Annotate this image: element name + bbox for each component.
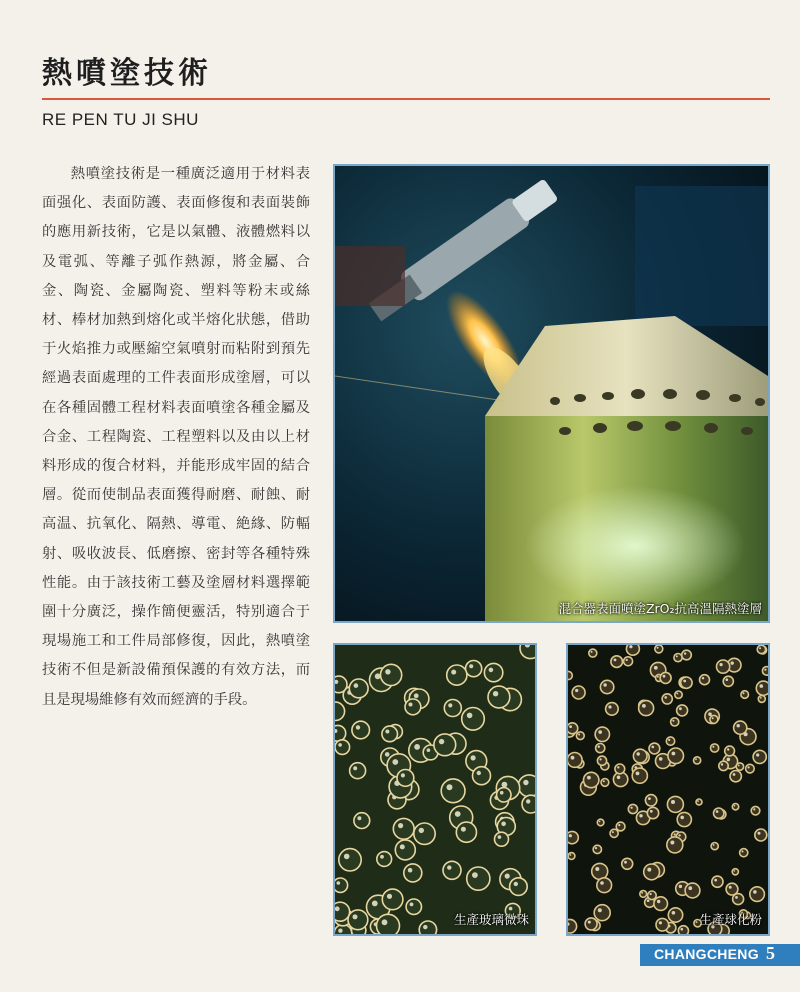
particle (626, 645, 639, 655)
particle-highlight (514, 882, 518, 886)
particle-highlight (617, 766, 619, 768)
particle-highlight (760, 697, 762, 699)
particle (668, 748, 684, 764)
particle (648, 891, 657, 900)
particle-highlight (414, 693, 419, 698)
particle-highlight (674, 833, 676, 835)
particle (711, 744, 719, 752)
particle (352, 721, 370, 739)
particle-highlight (502, 782, 508, 788)
particle (615, 764, 625, 774)
particle-highlight (626, 659, 628, 661)
particle (596, 744, 605, 753)
spheroidized-powder-illustration (568, 645, 768, 934)
particle (640, 891, 647, 898)
particle (736, 763, 743, 770)
particle (597, 756, 606, 765)
particle-highlight (598, 746, 600, 748)
particle (611, 656, 623, 668)
particle-highlight (758, 832, 761, 835)
particle (594, 905, 610, 921)
particle-highlight (344, 854, 350, 860)
particle-highlight (659, 757, 663, 761)
particle-highlight (637, 752, 640, 755)
particle-highlight (398, 823, 403, 828)
particle-highlight (409, 703, 413, 707)
particle (741, 691, 749, 699)
particle-highlight (759, 647, 761, 649)
glass-microbeads-photo (333, 643, 537, 936)
particle (467, 867, 490, 890)
particle-highlight (676, 693, 678, 695)
particle-highlight (734, 870, 736, 872)
particle-highlight (713, 844, 715, 846)
particle-highlight (372, 901, 378, 907)
particle-highlight (501, 822, 506, 827)
particle-highlight (600, 881, 604, 885)
particle-highlight (500, 791, 504, 795)
particle (656, 918, 669, 931)
particle (712, 876, 723, 887)
particle (495, 832, 509, 846)
particle (675, 691, 682, 698)
particle (714, 808, 724, 818)
particle (585, 918, 597, 930)
particle-highlight (570, 854, 572, 856)
particle (694, 757, 701, 764)
glass-microbeads-illustration (335, 645, 535, 934)
particle (610, 829, 618, 837)
particle-highlight (712, 717, 714, 719)
particle-highlight (477, 771, 481, 775)
particle-highlight (721, 763, 723, 765)
particle-highlight (467, 713, 473, 719)
particle-highlight (652, 746, 655, 749)
particle-highlight (599, 821, 601, 823)
particle (473, 767, 491, 785)
particle-highlight (335, 906, 340, 911)
particle-highlight (753, 808, 755, 810)
particle (393, 818, 414, 839)
particle (335, 740, 350, 755)
particle-highlight (353, 914, 358, 919)
particle-highlight (647, 899, 650, 902)
particle-highlight (526, 799, 530, 803)
particle (677, 705, 688, 716)
particle-highlight (734, 805, 736, 807)
particle-highlight (400, 844, 405, 849)
particle (518, 775, 535, 797)
particle (335, 902, 350, 921)
particle (584, 772, 599, 787)
particle (484, 663, 502, 681)
particle-highlight (493, 691, 498, 696)
particle (711, 843, 718, 850)
particle-highlight (648, 797, 651, 800)
particle (572, 686, 585, 699)
particle (441, 779, 465, 803)
particle-highlight (356, 725, 360, 729)
particle-highlight (672, 911, 676, 915)
particle (568, 753, 582, 768)
particle (674, 654, 682, 662)
particle-highlight (505, 874, 510, 879)
particle (730, 771, 741, 782)
particle (732, 804, 738, 810)
particle (757, 645, 765, 653)
particle (654, 897, 668, 911)
particle (466, 661, 482, 677)
particle-highlight (756, 753, 759, 756)
particle-highlight (641, 892, 643, 894)
main-photo-caption: 混合器表面噴塗ZrO₂抗高溫隔熱塗層 (558, 601, 762, 616)
particle-highlight (672, 720, 674, 722)
glass-photo-caption: 生產玻璃微珠 (453, 912, 529, 927)
particle (755, 829, 767, 841)
particle-highlight (598, 730, 602, 734)
particle (645, 795, 656, 806)
particle-highlight (726, 678, 729, 681)
particle (639, 701, 654, 716)
particle (354, 813, 370, 829)
particle-highlight (595, 867, 599, 871)
particle-highlight (354, 683, 359, 688)
particle (667, 796, 683, 812)
particle-highlight (657, 647, 659, 649)
particle (597, 878, 612, 893)
page-number: 5 (766, 943, 775, 963)
particle (462, 708, 485, 731)
particle (397, 770, 414, 787)
particle (710, 715, 718, 723)
particle (649, 743, 660, 754)
particle-highlight (684, 652, 686, 654)
particle-highlight (639, 814, 642, 817)
particle-highlight (595, 847, 597, 849)
particle-highlight (423, 925, 427, 929)
particle (339, 849, 361, 871)
particle (335, 725, 346, 741)
particle-highlight (731, 661, 734, 664)
particle-highlight (680, 816, 684, 820)
particle (406, 899, 421, 914)
body-paragraph-text: 熱噴塗技術是一種廣泛適用于材料表面强化、表面防護、表面修復和表面裝飾的應用新技術，它是以氣體、液體燃料以及電弧、等離子弧作熱源，將金屬、合金、陶瓷、金屬陶瓷、塑料等粉末或絲材、棒材加熱到熔化或半熔化狀態，借助于火焰推力或壓縮空氣噴射而粘附到預先經過表面處理的工件表面形成塗層，可以在各種固體工程材料表面噴塗各種金屬及合金、工程陶瓷、工程塑料以及由以上材料形成的復合材料，并能形成牢固的結合層。從而使制品表面獲得耐磨、耐蝕、耐高温、抗氧化、隔熱、導電、絶緣、防輻射、吸收波長、低磨擦、密封等各種特殊性能。由于該技術工藝及塗層材料選擇範圍十分廣泛，操作簡便靈活，特别適合于現場施工和工件局部修復，因此，熱噴塗技術不但是新設備預保護的有效方法，而且是現場維修有效而經濟的手段。 (42, 166, 310, 708)
particle (434, 734, 456, 756)
particle (349, 679, 368, 698)
particle-highlight (451, 670, 456, 675)
particle-highlight (523, 780, 528, 785)
particle (647, 807, 658, 818)
particle (681, 677, 692, 688)
particle (666, 737, 674, 745)
particle (593, 845, 601, 853)
particle-highlight (569, 725, 572, 728)
particle (682, 650, 692, 660)
particle (762, 667, 768, 676)
particle (758, 695, 765, 702)
particle-highlight (702, 677, 704, 679)
particle-highlight (338, 929, 342, 933)
particle (443, 861, 461, 879)
particle (746, 764, 755, 773)
particle-highlight (714, 879, 717, 882)
particle-highlight (679, 885, 682, 888)
particle-highlight (670, 841, 674, 845)
particle-highlight (337, 881, 341, 885)
particle-highlight (720, 663, 723, 666)
particle-highlight (743, 692, 745, 694)
particle-highlight (357, 816, 361, 820)
particle (740, 849, 748, 857)
particle-highlight (753, 890, 757, 894)
particle (601, 779, 609, 787)
particle (624, 657, 633, 666)
particle (756, 681, 768, 695)
particle (733, 894, 744, 905)
particle-highlight (427, 748, 431, 752)
particle-highlight (696, 921, 698, 923)
particle-highlight (629, 645, 632, 648)
particle (700, 675, 710, 685)
particle (568, 671, 572, 679)
particle-highlight (672, 752, 676, 756)
particle-highlight (678, 834, 680, 836)
particle-highlight (716, 810, 719, 813)
particle-highlight (650, 893, 652, 895)
particle-highlight (603, 683, 606, 686)
particle-highlight (575, 689, 578, 692)
particle-highlight (671, 800, 675, 804)
particle-highlight (679, 707, 682, 710)
particle-highlight (461, 827, 466, 832)
particle-highlight (663, 675, 666, 678)
particle-highlight (697, 800, 699, 802)
particle-highlight (737, 724, 740, 727)
particle-highlight (712, 746, 714, 748)
particle (414, 823, 435, 844)
particle (404, 864, 422, 882)
particle-highlight (447, 784, 453, 790)
particle-highlight (439, 739, 444, 744)
page-subtitle: RE PEN TU JI SHU (42, 110, 199, 129)
particle-highlight (380, 855, 384, 859)
particle (377, 852, 392, 867)
particle (589, 649, 597, 657)
particle (628, 804, 637, 813)
particle-highlight (654, 666, 658, 670)
particle-highlight (657, 676, 659, 678)
particle-highlight (410, 903, 414, 907)
particle-highlight (353, 766, 357, 770)
particle-highlight (591, 651, 593, 653)
particle-highlight (382, 919, 388, 925)
particle (568, 853, 575, 860)
particle-highlight (571, 756, 575, 760)
particle-highlight (727, 748, 729, 750)
particle-highlight (471, 755, 476, 760)
particle-highlight (659, 921, 662, 924)
particle-highlight (498, 835, 502, 839)
particle-highlight (729, 886, 732, 889)
particle-highlight (742, 851, 744, 853)
particle-highlight (668, 739, 670, 741)
particle (568, 723, 578, 734)
particle (597, 819, 604, 826)
title-divider (42, 98, 770, 100)
powder-photo-caption: 生產球化粉 (699, 912, 762, 927)
particle-highlight (624, 861, 627, 864)
particle (622, 858, 633, 869)
particle (667, 837, 683, 853)
particle (633, 749, 647, 763)
particle (616, 822, 625, 831)
particle-highlight (647, 868, 651, 872)
particle-highlight (760, 684, 764, 688)
particle (655, 645, 663, 653)
particle (685, 883, 700, 898)
particle (662, 694, 672, 704)
particle-highlight (738, 765, 740, 767)
thermal-spray-illustration (335, 166, 768, 621)
particle-highlight (455, 811, 461, 817)
particle (419, 921, 436, 934)
particle-highlight (603, 780, 605, 782)
particle-highlight (657, 900, 660, 903)
particle-highlight (683, 680, 686, 683)
footer-brand: CHANGCHENG (654, 946, 759, 962)
particle-highlight (618, 824, 620, 826)
page-title: 熱噴塗技術 (42, 56, 212, 91)
particle (444, 700, 461, 717)
particle-highlight (733, 773, 736, 776)
particle-highlight (664, 696, 667, 699)
particle (568, 831, 578, 843)
particle-highlight (448, 703, 452, 707)
particle (668, 908, 682, 922)
particle-highlight (469, 664, 473, 668)
particle (377, 914, 400, 934)
particle-highlight (419, 828, 424, 833)
particle (381, 664, 402, 685)
particle (382, 726, 398, 742)
particle (732, 869, 738, 875)
particle-highlight (681, 928, 684, 931)
particle (595, 727, 609, 741)
particle (382, 889, 403, 910)
body-paragraph (42, 160, 310, 715)
particle-highlight (578, 734, 580, 736)
particle-highlight (598, 908, 602, 912)
particle-highlight (588, 921, 591, 924)
particle (671, 718, 679, 726)
particle-highlight (748, 766, 750, 768)
particle-highlight (695, 758, 697, 760)
particle (717, 660, 730, 673)
particle-highlight (385, 752, 390, 757)
particle (696, 799, 702, 805)
particle (335, 878, 348, 892)
particle-highlight (387, 894, 392, 899)
particle-highlight (650, 810, 653, 813)
particle (753, 750, 766, 763)
particle-highlight (764, 669, 766, 671)
particle (497, 788, 511, 802)
thermal-spray-photo (333, 164, 770, 623)
particle-highlight (489, 668, 494, 673)
particle-highlight (408, 868, 413, 873)
particle-highlight (631, 807, 633, 809)
particle (750, 887, 765, 902)
particle (395, 840, 415, 860)
spheroidized-powder-photo (566, 643, 770, 936)
particle (576, 732, 584, 740)
particle-highlight (392, 759, 398, 765)
particle-highlight (385, 669, 390, 674)
particle-highlight (614, 659, 617, 662)
particle (725, 746, 735, 756)
particle-highlight (612, 831, 614, 833)
particle-highlight (636, 772, 640, 776)
particle-highlight (587, 776, 591, 780)
particle (335, 676, 347, 693)
particle (568, 919, 577, 933)
particle-highlight (608, 705, 611, 708)
particle-highlight (472, 872, 478, 878)
particle-highlight (676, 655, 678, 657)
particle (660, 672, 671, 683)
particle (723, 676, 733, 686)
particle (719, 761, 728, 770)
particle-highlight (735, 896, 738, 899)
particle (522, 795, 535, 813)
particle (592, 863, 608, 879)
particle-highlight (401, 773, 405, 777)
particle-highlight (688, 886, 692, 890)
particle (510, 878, 528, 896)
particle-highlight (447, 865, 451, 869)
particle-highlight (600, 758, 602, 760)
particle (350, 763, 366, 779)
particle (348, 910, 368, 930)
particle-highlight (642, 704, 646, 708)
particle (600, 680, 613, 693)
particle (678, 926, 688, 934)
particle (734, 721, 747, 734)
particle (456, 822, 476, 842)
particle-highlight (617, 776, 621, 780)
particle (751, 806, 760, 815)
particle (606, 703, 619, 716)
particle (677, 812, 691, 826)
particle-highlight (414, 744, 420, 750)
particle (632, 768, 647, 783)
particle-highlight (569, 834, 572, 837)
particle-highlight (385, 730, 389, 734)
particle-highlight (727, 758, 731, 762)
particle (447, 665, 467, 685)
particle-highlight (338, 743, 342, 747)
particle (488, 686, 510, 708)
particle (405, 699, 421, 715)
particle (644, 864, 660, 880)
